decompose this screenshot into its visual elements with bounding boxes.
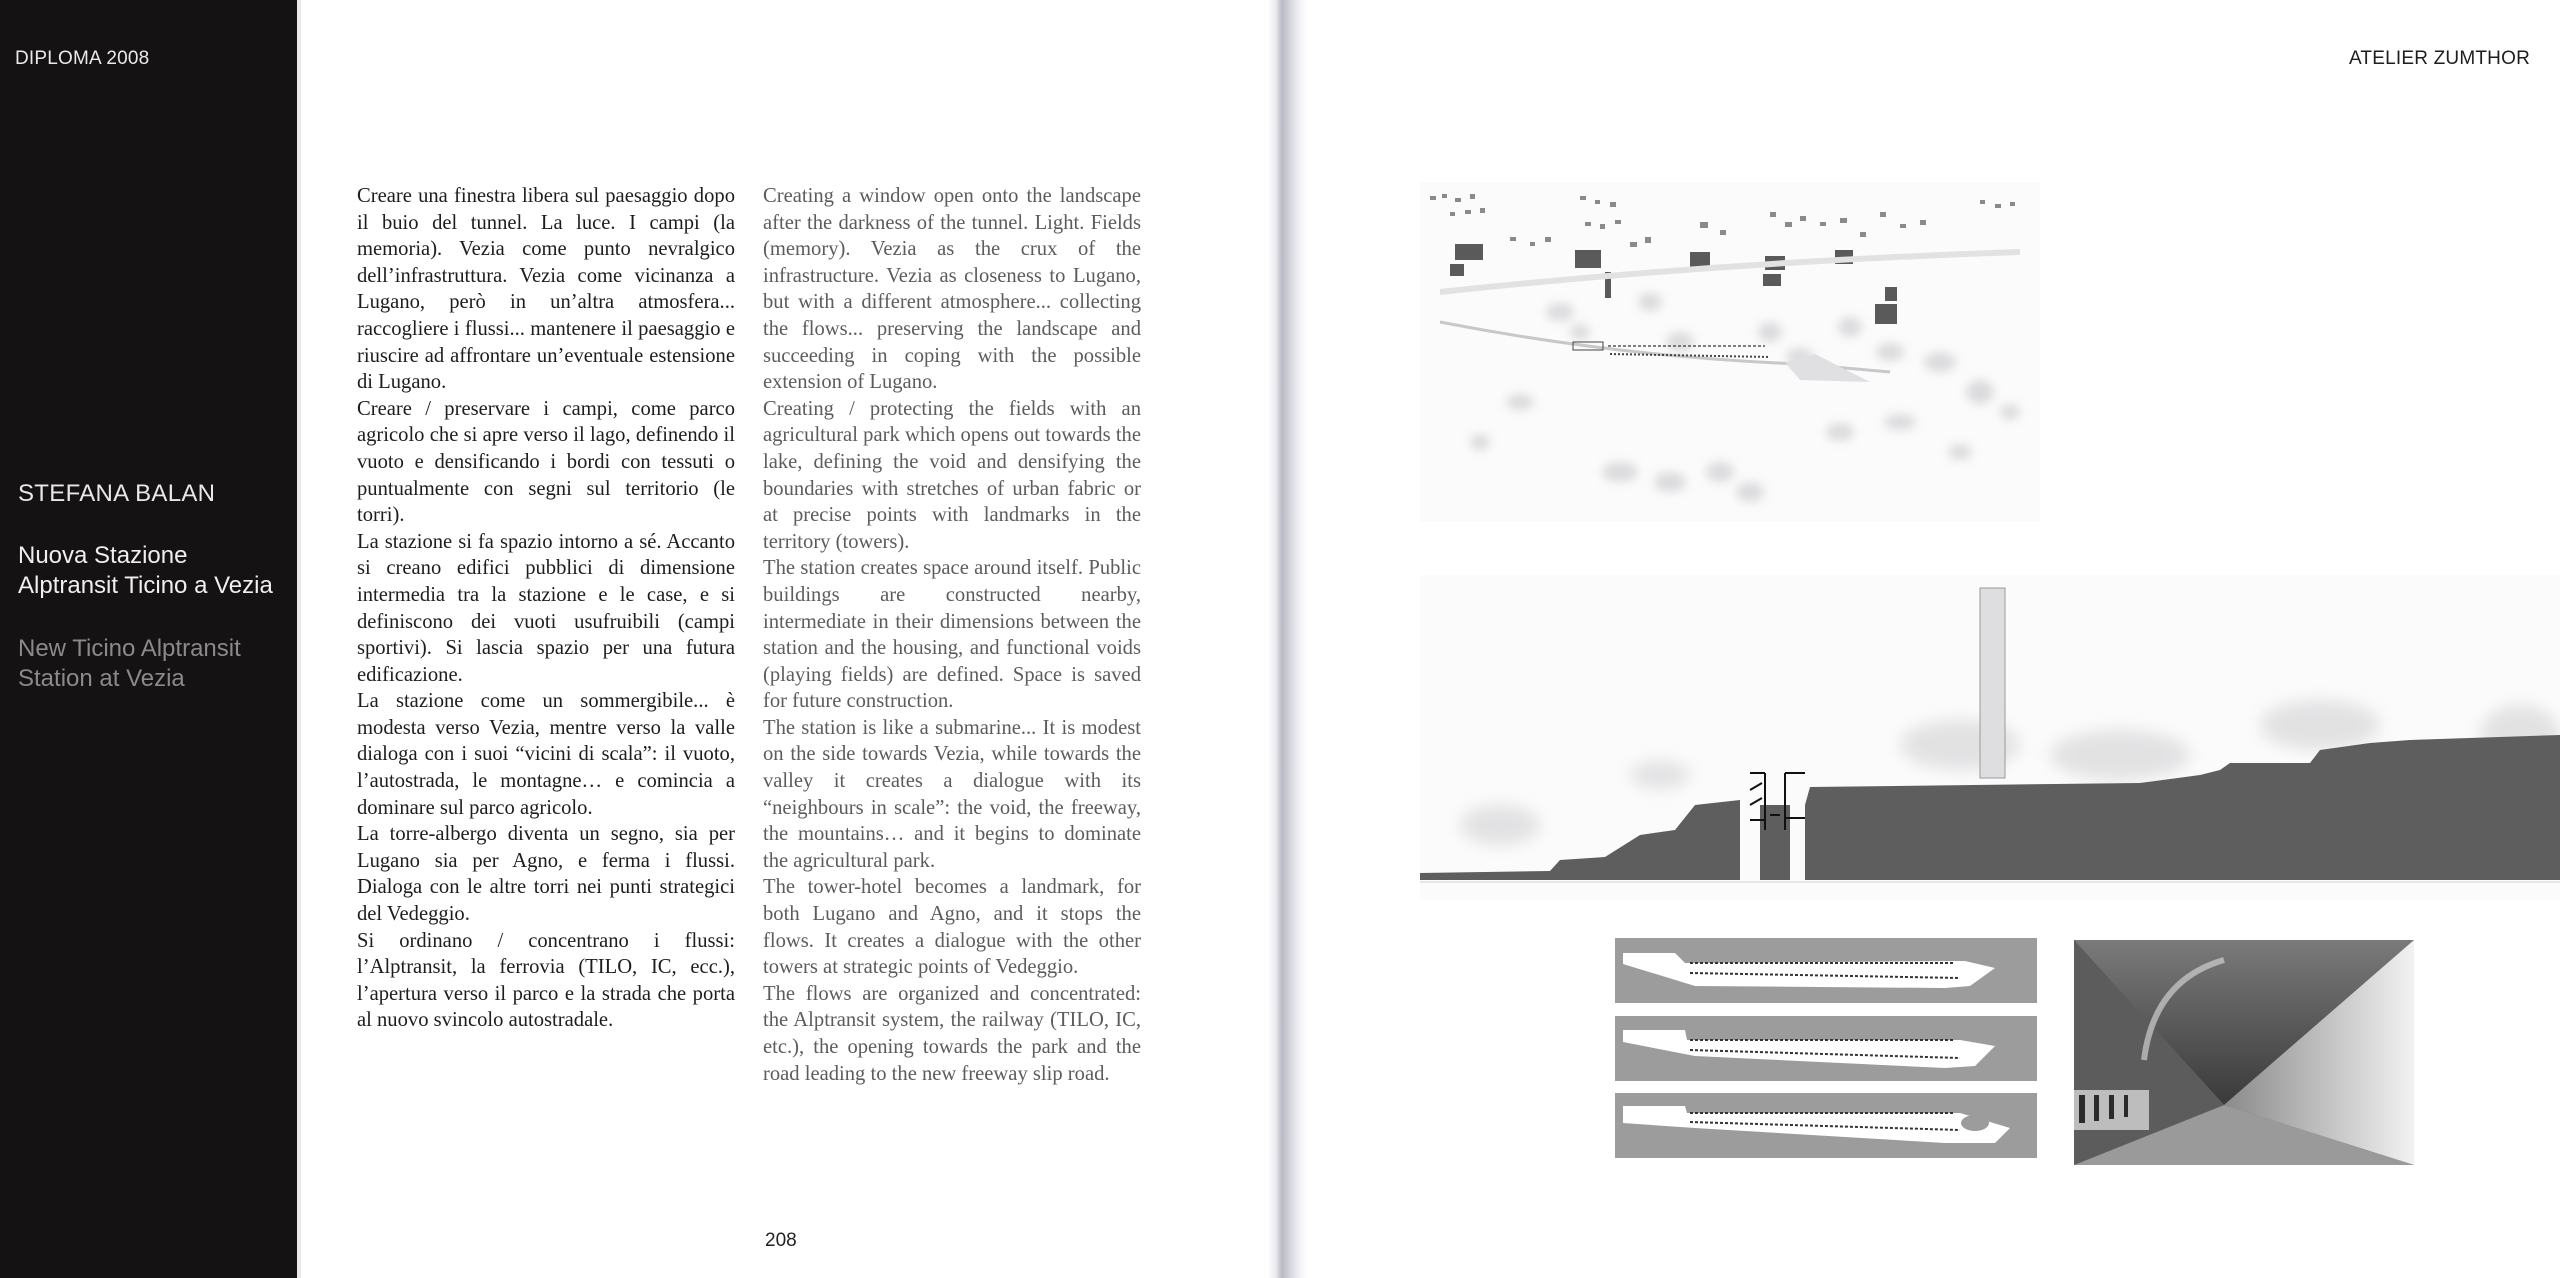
- title-english-line: New Ticino Alptransit: [18, 635, 241, 662]
- book-gutter: [1268, 0, 1308, 1278]
- italian-paragraph: Creare una finestra libera sul paesaggio dopo il buio del tunnel. La luce. I campi (la memoria). Vezia come punto nevralgico dell’infrastruttura. Vezia come vicinanza a Lugano, però in un’altra atmosfera... raccogliere i flussi... mantenere il paesaggio e riuscire ad affrontare un’eventuale estensione di Lugano.: [357, 185, 735, 394]
- site-plan-figure: [1420, 182, 2040, 522]
- project-title-italian: [18, 541, 293, 601]
- plan-level: [1615, 1093, 2037, 1158]
- english-paragraph: The station is like a submarine... It is modest on the side towards Vezia, while towards the valley it creates a dialogue with its “neighbours in scale”: the void, the freeway, the mountains… and it begins to dominate the agricultural park.: [763, 716, 1141, 872]
- italian-text-column: [357, 183, 735, 1034]
- italian-paragraph: La stazione si fa spazio intorno a sé. Accanto si creano edifici pubblici di dimensione intermedia tra la stazione e le case, e si definiscono dei vuoti usufruibili (campi sportivi). Si lascia spazio per una futura edificazione.: [357, 530, 735, 686]
- page-number: 208: [765, 1230, 797, 1251]
- plan-level: [1615, 938, 2037, 1003]
- floor-plans-figure: [1615, 938, 2037, 1160]
- italian-paragraph: La stazione come un sommergibile... è modesta verso Vezia, mentre verso la valle dialoga con i suoi “vicini di scala”: il vuoto, l’autostrada, le montagne… e comincia a dominare sul parco agricolo.: [357, 690, 735, 819]
- english-paragraph: The station creates space around itself. Public buildings are constructed nearby, intermediate in their dimensions between the station and the housing, and functional voids (playing fields) are defined. Space is saved for future construction.: [763, 557, 1141, 713]
- running-header-left: DIPLOMA 2008: [15, 48, 150, 69]
- project-title-english: [18, 634, 293, 694]
- plan-level: [1615, 1016, 2037, 1081]
- section-drawing-figure: [1420, 575, 2560, 900]
- title-italian-line: Alptransit Ticino a Vezia: [18, 572, 273, 599]
- italian-paragraph: Creare / preservare i campi, come parco agricolo che si apre verso il lago, definendo il vuoto e densificando i bordi con tessuti o puntualmente con segni sul territorio (le torri).: [357, 397, 735, 527]
- english-paragraph: Creating / protecting the fields with an agricultural park which opens out towards the lake, defining the void and densifying the boundaries with stretches of urban fabric or at precise points with landmarks in the territory (towers).: [763, 397, 1141, 553]
- running-header-right: ATELIER ZUMTHOR: [2348, 48, 2530, 69]
- interior-render-figure: [2074, 940, 2414, 1165]
- italian-paragraph: La torre-albergo diventa un segno, sia per Lugano sia per Agno, e ferma i flussi. Dialoga con le altre torri nei punti strategici del Vedeggio.: [357, 823, 735, 926]
- english-paragraph: The flows are organized and concentrated: the Alptransit system, the railway (TILO, IC, etc.), the opening towards the park and the road leading to the new freeway slip road.: [763, 982, 1141, 1085]
- band-edge: [297, 0, 301, 1278]
- english-text-column: [763, 183, 1141, 1087]
- title-english-line: Station at Vezia: [18, 665, 185, 692]
- english-paragraph: Creating a window open onto the landscape after the darkness of the tunnel. Light. Fields (memory). Vezia as the crux of the infrastructure. Vezia as closeness to Lugano, but with a different atmosphere... collecting the flows... preserving the landscape and succeeding in coping with the possible extension of Lugano.: [763, 185, 1141, 394]
- sidebar-band: [0, 0, 297, 1278]
- italian-paragraph: Si ordinano / concentrano i flussi: l’Alptransit, la ferrovia (TILO, IC, ecc.), l’apertura verso il parco e la strada che porta al nuovo svincolo autostradale.: [357, 929, 735, 1032]
- title-italian-line: Nuova Stazione: [18, 542, 188, 569]
- author-name: STEFANA BALAN: [18, 480, 216, 507]
- english-paragraph: The tower-hotel becomes a landmark, for both Lugano and Agno, and it stops the flows. It creates a dialogue with the other towers at strategic points of Vedeggio.: [763, 876, 1141, 979]
